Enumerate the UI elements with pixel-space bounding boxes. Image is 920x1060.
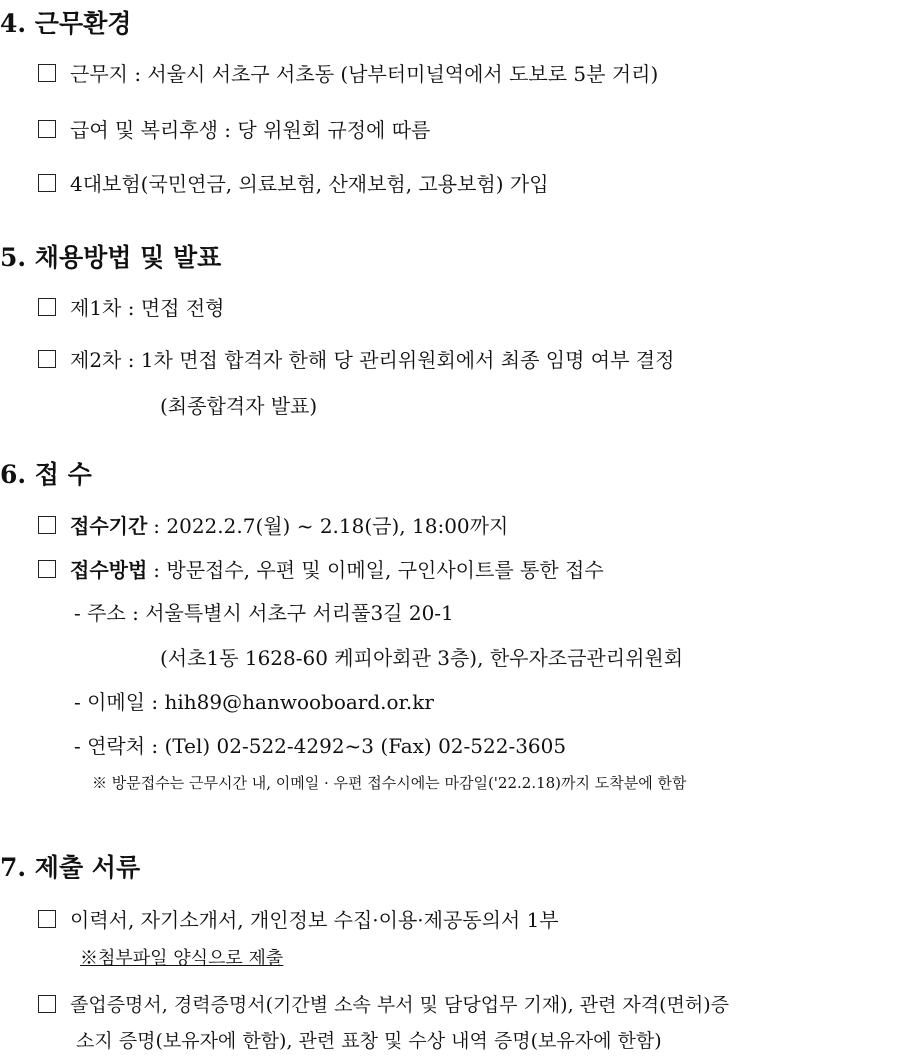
section-7-item-resume-note: ※첨부파일 양식으로 제출	[80, 948, 284, 969]
checkbox-icon	[38, 910, 56, 928]
section-5-item-second-round-continued: (최종합격자 발표)	[160, 394, 318, 418]
section-6-item-period	[38, 510, 508, 539]
section-7-heading: 7. 제출 서류	[0, 853, 141, 882]
item-text: 제2차 : 1차 면접 합격자 한해 당 관리위원회에서 최종 임명 여부 결정	[70, 348, 675, 372]
section-6-email: - 이메일 : hih89@hanwooboard.or.kr	[74, 690, 434, 714]
checkbox-icon	[38, 560, 56, 578]
section-5-heading: 5. 채용방법 및 발표	[0, 243, 222, 272]
checkbox-icon	[38, 298, 56, 316]
section-6-address: - 주소 : 서울특별시 서초구 서리풀3길 20-1	[74, 601, 454, 625]
section-7-item-resume	[38, 904, 559, 933]
checkbox-icon	[38, 995, 56, 1013]
checkbox-icon	[38, 64, 56, 82]
period-value: : 2022.2.7(월) ~ 2.18(금), 18:00까지	[153, 514, 509, 538]
section-4-item-salary	[38, 114, 430, 143]
section-4-item-insurance	[38, 168, 549, 197]
section-5-item-second-round	[38, 344, 674, 373]
section-7-item-certificates-continued: 소지 증명(보유자에 한함), 관련 표창 및 수상 내역 증명(보유자에 한함)	[76, 1030, 662, 1052]
checkbox-icon	[38, 174, 56, 192]
item-text: 졸업증명서, 경력증명서(기간별 소속 부서 및 담당업무 기재), 관련 자격(면허)증	[70, 994, 730, 1016]
checkbox-icon	[38, 120, 56, 138]
section-7-item-certificates	[38, 990, 729, 1017]
method-value: : 방문접수, 우편 및 이메일, 구인사이트를 통한 접수	[153, 558, 604, 582]
section-6-contact: - 연락처 : (Tel) 02-522-4292~3 (Fax) 02-522-3605	[74, 734, 567, 758]
item-text: 이력서, 자기소개서, 개인정보 수집·이용·제공동의서 1부	[70, 908, 559, 932]
section-6-note: ※ 방문접수는 근무시간 내, 이메일 · 우편 접수시에는 마감일('22.2.18)까지 도착분에 한함	[92, 774, 687, 792]
section-4-item-workplace	[38, 58, 658, 87]
method-label: 접수방법	[70, 558, 148, 582]
checkbox-icon	[38, 516, 56, 534]
section-6-address-continued: (서초1동 1628-60 케피아회관 3층), 한우자조금관리위원회	[160, 646, 684, 670]
item-text: 4대보험(국민연금, 의료보험, 산재보험, 고용보험) 가입	[70, 172, 549, 196]
item-text: 제1차 : 면접 전형	[70, 296, 225, 320]
section-4-heading: 4. 근무환경	[0, 9, 132, 38]
item-text: 급여 및 복리후생 : 당 위원회 규정에 따름	[70, 118, 431, 142]
section-6-item-method	[38, 554, 604, 583]
checkbox-icon	[38, 350, 56, 368]
item-text: 근무지 : 서울시 서초구 서초동 (남부터미널역에서 도보로 5분 거리)	[70, 62, 659, 86]
section-6-heading: 6. 접 수	[0, 460, 92, 489]
period-label: 접수기간	[70, 514, 148, 538]
section-5-item-first-round	[38, 292, 224, 321]
